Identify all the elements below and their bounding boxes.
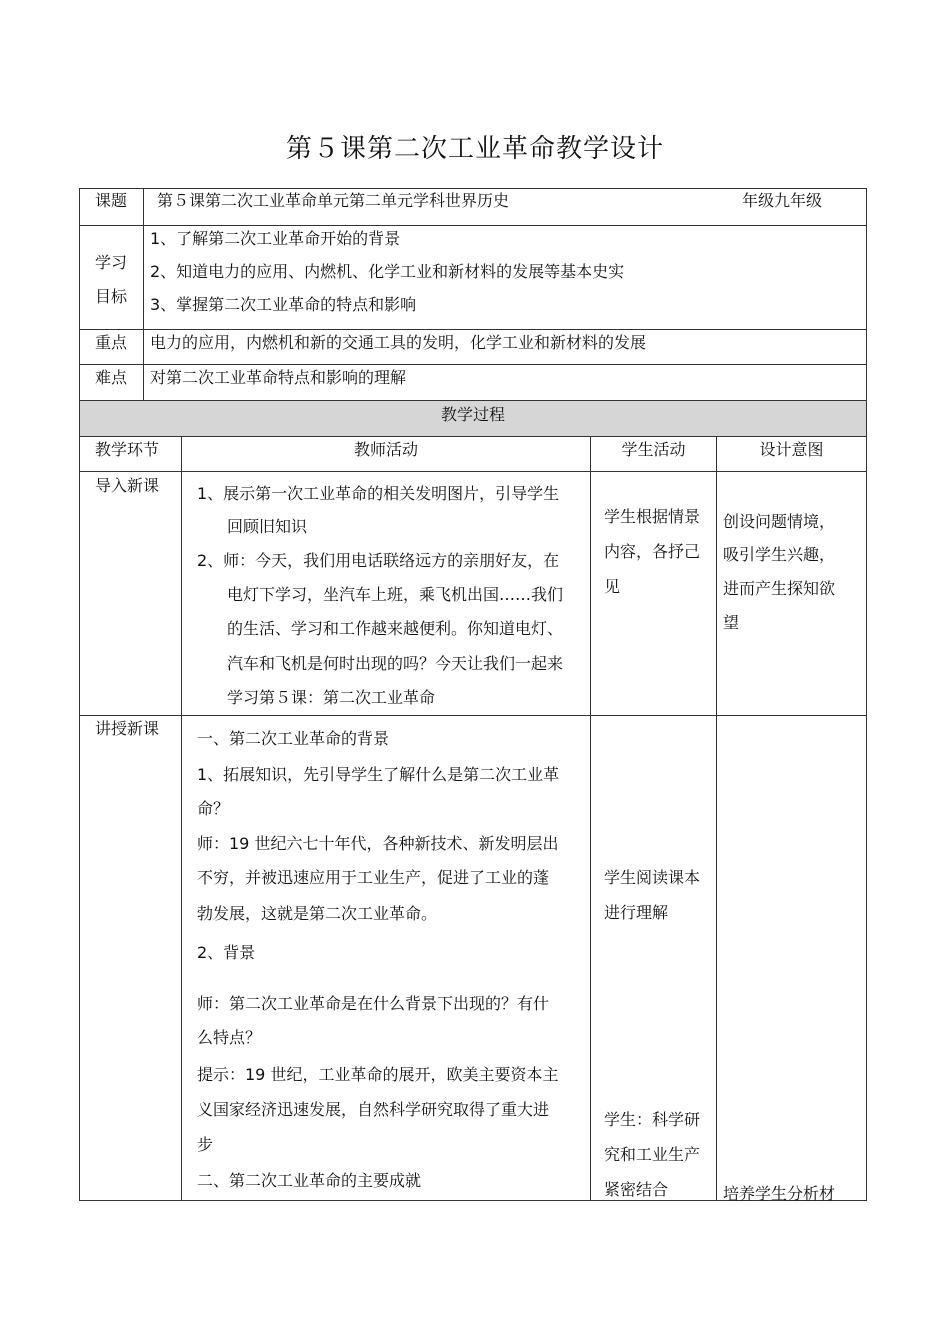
student-line: 究和工业生产 — [604, 1145, 701, 1164]
column-header-stage: 教学环节 — [95, 440, 160, 459]
student-line: 学生阅读课本 — [604, 868, 701, 887]
goals-label-1: 学习 — [95, 253, 128, 272]
goal-item: 2、知道电力的应用、内燃机、化学工业和新材料的发展等基本史实 — [150, 262, 625, 281]
intent-line: 创设问题情境， — [723, 512, 836, 531]
subject-label: 课题 — [95, 191, 128, 210]
teacher-line: 步 — [197, 1135, 214, 1154]
teacher-line: 勃发展，这就是第二次工业革命。 — [197, 904, 438, 923]
teacher-line: 2、师：今天，我们用电话联络远方的亲朋好友，在 — [197, 551, 560, 570]
teacher-line: 二、第二次工业革命的主要成就 — [197, 1171, 422, 1190]
key-point-value: 电力的应用，内燃机和新的交通工具的发明，化学工业和新材料的发展 — [150, 333, 647, 352]
intent-line: 培养学生分析材 — [723, 1184, 836, 1203]
column-header-teacher: 教师活动 — [353, 440, 418, 459]
student-line: 紧密结合 — [604, 1180, 669, 1199]
teacher-line: 命？ — [197, 799, 230, 818]
subject-value: 第５课第二次工业革命单元第二单元学科世界历史 — [157, 191, 510, 210]
teacher-line: 回顾旧知识 — [227, 517, 308, 536]
student-line: 见 — [604, 577, 621, 596]
teacher-line: 义国家经济迅速发展，自然科学研究取得了重大进 — [197, 1100, 550, 1119]
intent-line: 望 — [723, 613, 740, 632]
teacher-line: 1、展示第一次工业革命的相关发明图片，引导学生 — [197, 484, 560, 503]
teacher-line: 电灯下学习，坐汽车上班，乘飞机出国……我们 — [227, 585, 564, 604]
key-point-label: 重点 — [95, 333, 128, 352]
student-line: 进行理解 — [604, 903, 669, 922]
grade-value: 年级九年级 — [742, 191, 823, 210]
stage-label-lecture: 讲授新课 — [95, 719, 160, 738]
page-title: 第５课第二次工业革命教学设计 — [285, 134, 664, 164]
difficulty-value: 对第二次工业革命特点和影响的理解 — [150, 368, 407, 387]
student-line: 学生：科学研 — [604, 1110, 701, 1129]
teacher-line: 汽车和飞机是何时出现的吗？今天让我们一起来 — [227, 654, 564, 673]
teacher-line: 不穷，并被迅速应用于工业生产，促进了工业的蓬 — [197, 868, 550, 887]
goal-item: 1、了解第二次工业革命开始的背景 — [150, 229, 401, 248]
goals-label-2: 目标 — [95, 287, 128, 306]
teacher-line: 学习第５课：第二次工业革命 — [227, 688, 436, 707]
teacher-line: 2、背景 — [197, 943, 256, 962]
teacher-line: 1、拓展知识，先引导学生了解什么是第二次工业革 — [197, 765, 560, 784]
process-header: 教学过程 — [440, 405, 505, 424]
stage-label-intro: 导入新课 — [95, 476, 160, 495]
teacher-line: 一、第二次工业革命的背景 — [197, 729, 390, 748]
teacher-line: 师：19 世纪六七十年代，各种新技术、新发明层出 — [197, 834, 559, 853]
column-header-student: 学生活动 — [621, 440, 686, 459]
goal-item: 3、掌握第二次工业革命的特点和影响 — [150, 295, 417, 314]
intent-line: 进而产生探知欲 — [723, 579, 836, 598]
column-header-intent: 设计意图 — [759, 440, 824, 459]
teacher-line: 提示：19 世纪，工业革命的展开，欧美主要资本主 — [197, 1065, 559, 1084]
teacher-line: 么特点？ — [197, 1028, 262, 1047]
teacher-line: 师：第二次工业革命是在什么背景下出现的？有什 — [197, 994, 550, 1013]
difficulty-label: 难点 — [95, 368, 128, 387]
intent-line: 吸引学生兴趣， — [723, 545, 836, 564]
student-line: 学生根据情景 — [604, 507, 701, 526]
teacher-line: 的生活、学习和工作越来越便利。你知道电灯、 — [227, 619, 564, 638]
student-line: 内容，各抒己 — [604, 542, 701, 561]
